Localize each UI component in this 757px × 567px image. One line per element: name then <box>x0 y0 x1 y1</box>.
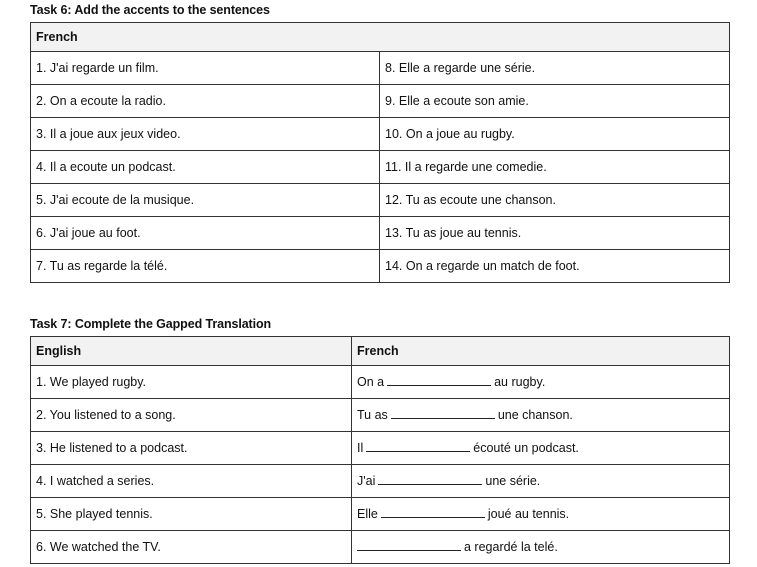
english-cell: 2. You listened to a song. <box>31 399 352 432</box>
french-after: écouté un podcast. <box>473 441 579 455</box>
sentence-cell: 2. On a ecoute la radio. <box>31 85 380 118</box>
english-header: English <box>31 337 352 366</box>
sentence-cell: 3. Il a joue aux jeux video. <box>31 118 380 151</box>
sentence-cell: 11. Il a regarde une comedie. <box>380 151 730 184</box>
sentence-cell: 4. Il a ecoute un podcast. <box>31 151 380 184</box>
task7-table <box>30 336 730 564</box>
english-cell: 6. We watched the TV. <box>31 531 352 564</box>
sentence-cell: 10. On a joue au rugby. <box>380 118 730 151</box>
sentence-cell: 12. Tu as ecoute une chanson. <box>380 184 730 217</box>
french-after: joué au tennis. <box>487 507 570 521</box>
french-after: une série. <box>485 474 541 488</box>
french-cell <box>352 465 730 498</box>
english-cell: 4. I watched a series. <box>31 465 352 498</box>
french-cell <box>352 366 730 399</box>
french-before: Il <box>357 441 364 455</box>
french-before: On a <box>357 375 385 389</box>
table-row <box>31 52 730 85</box>
french-header: French <box>352 337 730 366</box>
sentence-cell: 5. J'ai ecoute de la musique. <box>31 184 380 217</box>
french-after: au rugby. <box>494 375 546 389</box>
french-cell <box>352 531 730 564</box>
task6-title: Task 6: Add the accents to the sentences <box>30 3 270 17</box>
table-row <box>31 184 730 217</box>
table-row <box>31 250 730 283</box>
sentence-cell: 13. Tu as joue au tennis. <box>380 217 730 250</box>
table-row <box>31 498 730 531</box>
french-before: J'ai <box>357 474 376 488</box>
table-row <box>31 366 730 399</box>
sentence-cell: 7. Tu as regarde la télé. <box>31 250 380 283</box>
english-cell: 3. He listened to a podcast. <box>31 432 352 465</box>
sentence-cell: 8. Elle a regarde une série. <box>380 52 730 85</box>
table-row <box>31 118 730 151</box>
french-before: Tu as <box>357 408 388 422</box>
french-after: a regardé la telé. <box>464 540 558 554</box>
sentence-cell: 1. J'ai regarde un film. <box>31 52 380 85</box>
answer-blank[interactable] <box>378 474 482 485</box>
french-before: Elle <box>357 507 378 521</box>
answer-blank[interactable] <box>391 408 495 419</box>
table-row <box>31 85 730 118</box>
french-after: une chanson. <box>497 408 573 422</box>
answer-blank[interactable] <box>381 507 485 518</box>
answer-blank[interactable] <box>357 540 461 551</box>
sentence-cell: 6. J'ai joue au foot. <box>31 217 380 250</box>
french-cell <box>352 432 730 465</box>
answer-blank[interactable] <box>387 375 491 386</box>
table-row <box>31 151 730 184</box>
sentence-cell: 14. On a regarde un match de foot. <box>380 250 730 283</box>
english-cell: 1. We played rugby. <box>31 366 352 399</box>
table-row <box>31 399 730 432</box>
task7-title: Task 7: Complete the Gapped Translation <box>30 317 272 331</box>
french-cell <box>352 498 730 531</box>
sentence-cell: 9. Elle a ecoute son amie. <box>380 85 730 118</box>
table-row <box>31 432 730 465</box>
table-row <box>31 531 730 564</box>
answer-blank[interactable] <box>366 441 470 452</box>
task6-table <box>30 22 730 283</box>
english-cell: 5. She played tennis. <box>31 498 352 531</box>
table-row <box>31 217 730 250</box>
french-cell <box>352 399 730 432</box>
task6-header: French <box>31 23 730 52</box>
table-row <box>31 465 730 498</box>
